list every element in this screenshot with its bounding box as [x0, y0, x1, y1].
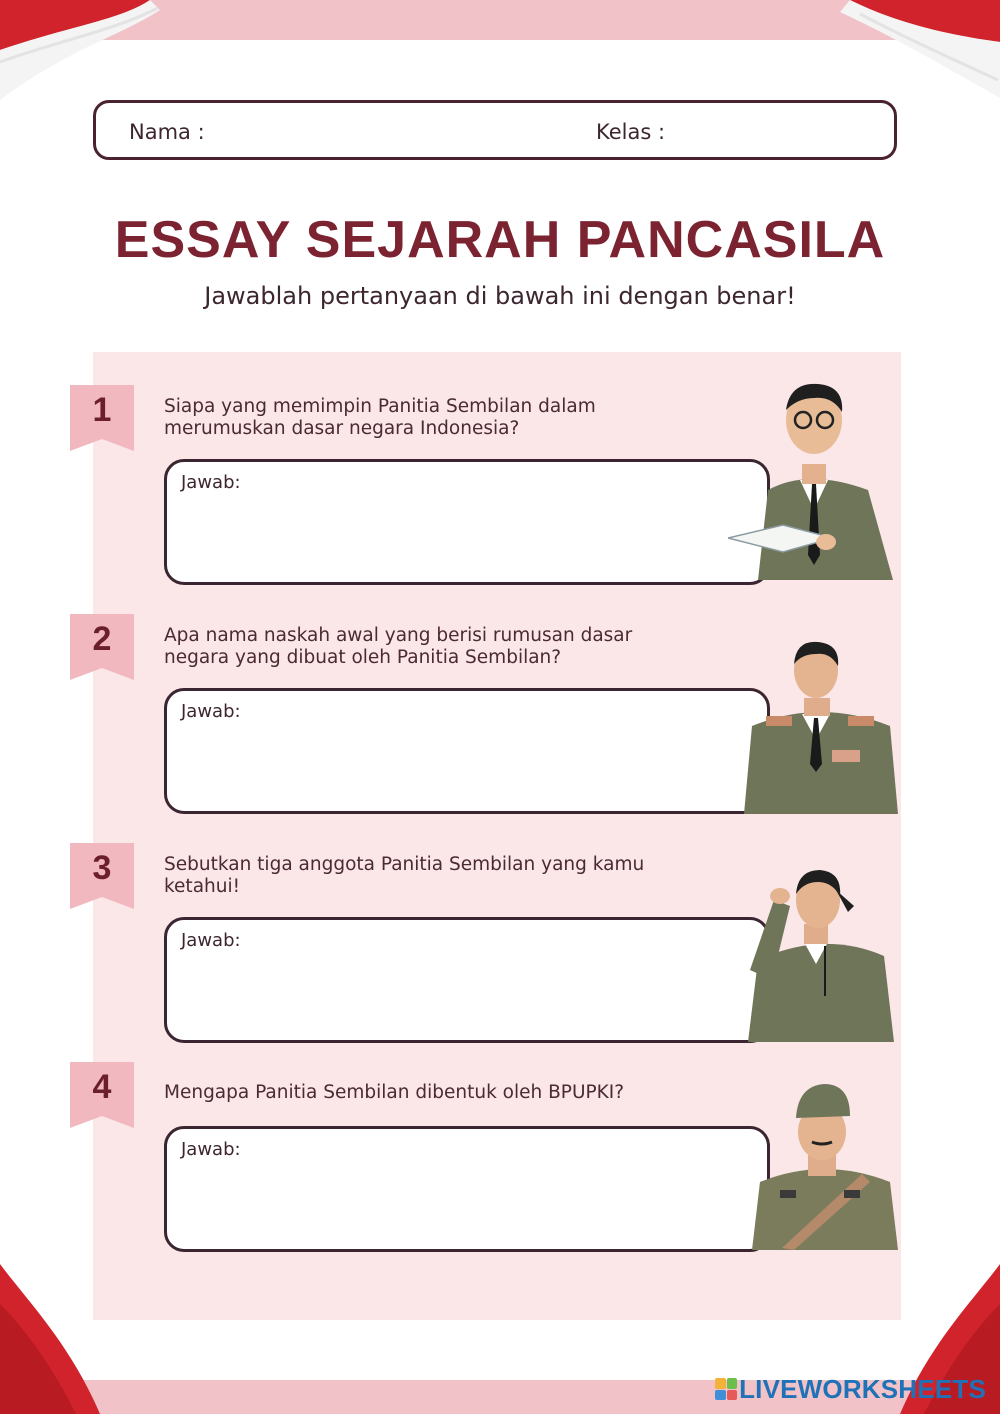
figure-reading-book-icon	[728, 380, 898, 580]
question-number: 4	[92, 1068, 112, 1106]
question-line: negara yang dibuat oleh Panitia Sembilan?	[164, 647, 562, 668]
question-line: Apa nama naskah awal yang berisi rumusan dasar	[164, 625, 633, 646]
student-identity-box	[93, 100, 897, 160]
question-number: 2	[92, 620, 112, 658]
figure-saluting-icon	[744, 860, 896, 1042]
question-line: Mengapa Panitia Sembilan dibentuk oleh BPUPKI?	[164, 1082, 625, 1103]
page-title: ESSAY SEJARAH PANCASILA	[114, 211, 886, 269]
question-line: merumuskan dasar negara Indonesia?	[164, 418, 520, 439]
answer-input[interactable]	[181, 729, 753, 799]
answer-label: Jawab:	[181, 1139, 241, 1160]
page-subtitle: Jawablah pertanyaan di bawah ini dengan benar!	[204, 282, 796, 310]
question-text	[164, 1082, 724, 1104]
answer-box	[164, 1126, 770, 1252]
answer-label: Jawab:	[181, 472, 241, 493]
liveworksheets-logo	[715, 1374, 986, 1404]
question-line: ketahui!	[164, 876, 241, 897]
flag-top-right-icon	[840, 0, 1000, 100]
name-label: Nama :	[129, 120, 205, 144]
liveworksheets-logo-text: LIVEWORKSHEETS	[739, 1373, 986, 1404]
question-line: Siapa yang memimpin Panitia Sembilan dalam	[164, 396, 596, 417]
figure-uniform-icon	[744, 640, 898, 814]
answer-input[interactable]	[181, 500, 753, 570]
answer-box	[164, 688, 770, 814]
question-number: 1	[92, 391, 112, 429]
flag-top-left-icon	[0, 0, 160, 100]
question-text	[164, 396, 724, 440]
answer-box	[164, 459, 770, 585]
answer-input[interactable]	[181, 1167, 753, 1237]
question-text	[164, 625, 724, 669]
answer-label: Jawab:	[181, 930, 241, 951]
question-number: 3	[92, 849, 112, 887]
answer-box	[164, 917, 770, 1043]
answer-label: Jawab:	[181, 701, 241, 722]
answer-input[interactable]	[181, 958, 753, 1028]
class-label: Kelas :	[596, 120, 666, 144]
question-line: Sebutkan tiga anggota Panitia Sembilan yang kamu	[164, 854, 645, 875]
question-text	[164, 854, 724, 898]
figure-peci-cap-icon	[752, 1078, 898, 1250]
liveworksheets-logo-icon	[715, 1378, 737, 1400]
